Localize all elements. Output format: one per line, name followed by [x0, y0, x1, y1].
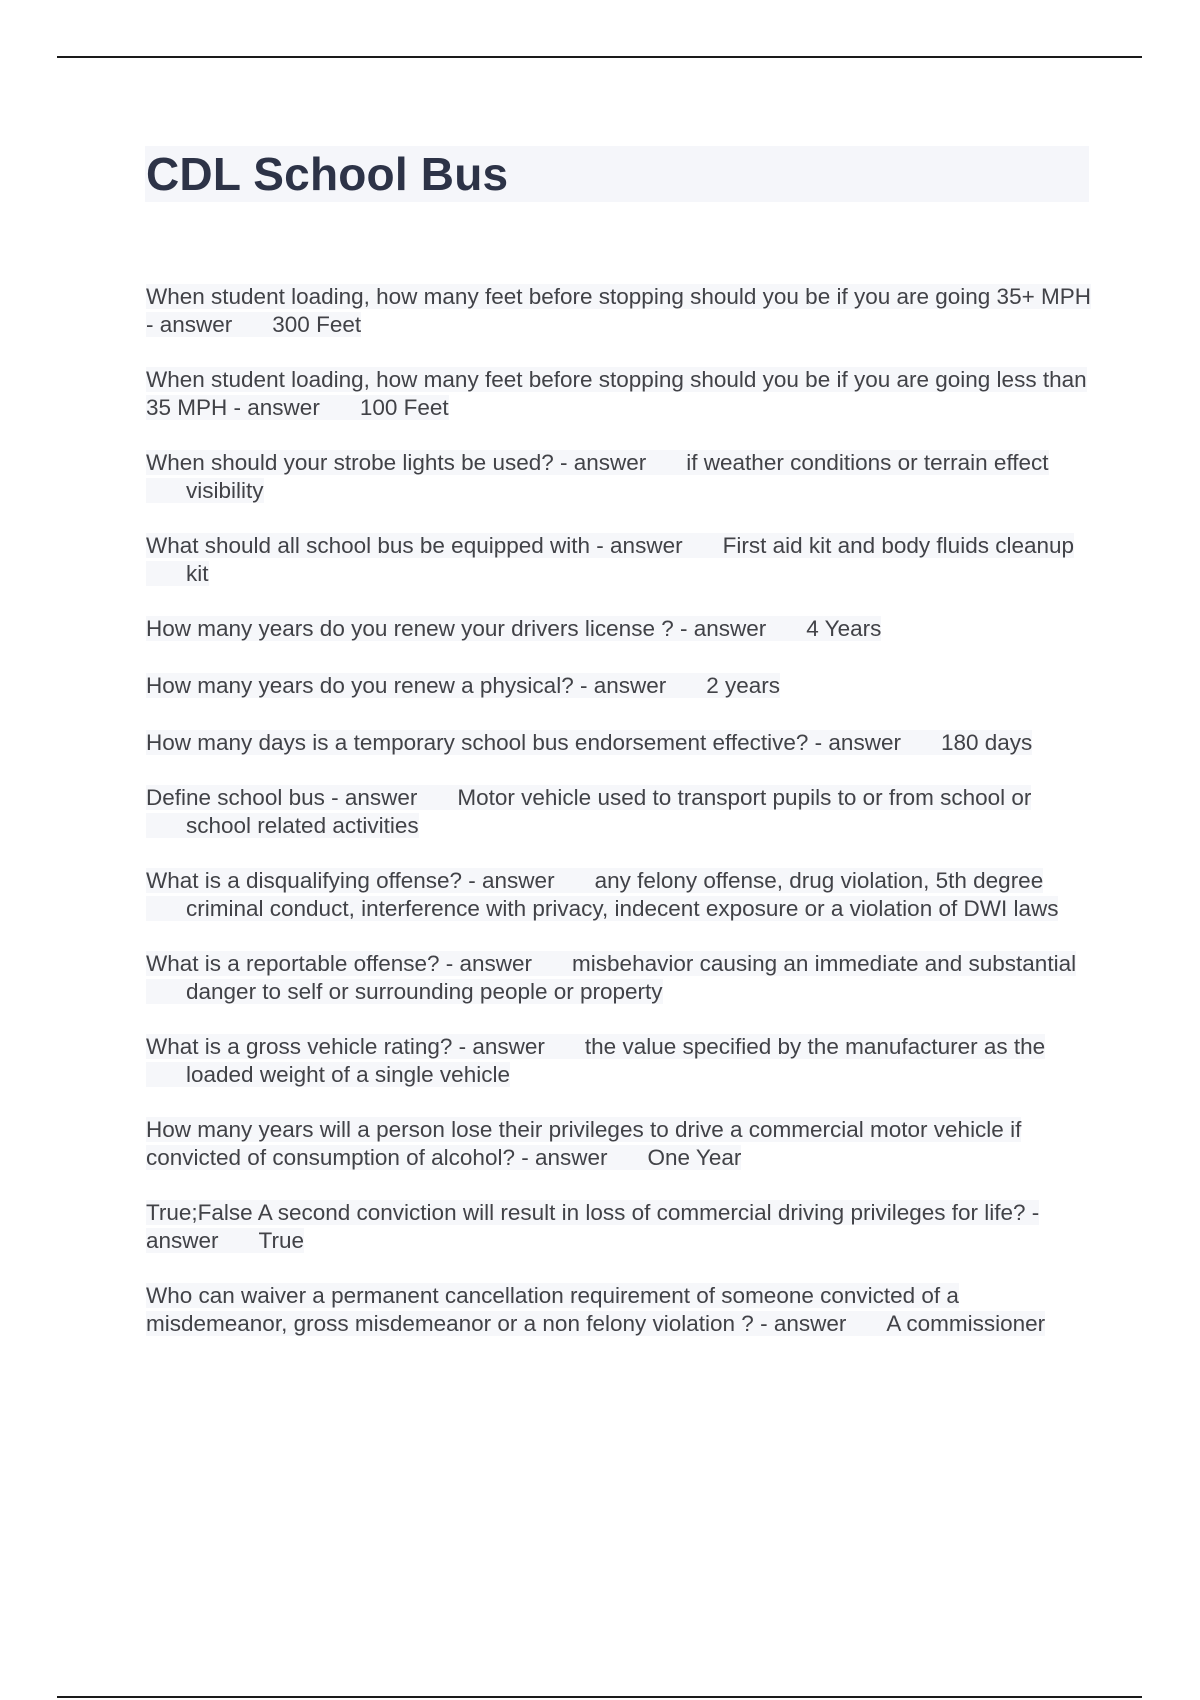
qa-item — [146, 1282, 1096, 1338]
question-text: When student loading, how many feet before stopping should you be if you are going less than 35 MPH — [146, 367, 1087, 420]
answer-separator: - answer — [324, 785, 418, 810]
answer-text: 2 years — [666, 673, 780, 698]
answer-separator: - answer — [753, 1311, 847, 1336]
qa-item — [146, 1033, 1096, 1089]
question-text: What is a disqualifying offense? — [146, 868, 463, 893]
answer-separator: - answer — [452, 1034, 545, 1059]
question-text: When student loading, how many feet before stopping should you be if you are going 35+ MPH — [146, 284, 1091, 309]
qa-item — [146, 867, 1096, 923]
answer-separator: - answer — [146, 312, 233, 337]
question-text: How many years will a person lose their privileges to drive a commercial motor vehicle if convicted of consumption of alcohol? — [146, 1117, 1022, 1170]
qa-item — [146, 1199, 1096, 1255]
question-text: True;False A second conviction will result in loss of commercial driving privileges for life? — [146, 1200, 1026, 1225]
question-text: What is a reportable offense? — [146, 951, 440, 976]
qa-item — [146, 449, 1096, 505]
question-text: What should all school bus be equipped with — [146, 533, 591, 558]
answer-text: 300 Feet — [232, 312, 361, 337]
qa-item — [146, 950, 1096, 1006]
answer-text: One Year — [608, 1145, 742, 1170]
answer-separator: - answer — [553, 450, 647, 475]
qa-item — [146, 532, 1096, 588]
answer-text: Motor vehicle used to transport pupils to or from school or school related activities — [146, 785, 1031, 838]
answer-text: First aid kit and body fluids cleanup kit — [146, 533, 1074, 586]
answer-text: 100 Feet — [320, 395, 449, 420]
question-text: What is a gross vehicle rating? — [146, 1034, 453, 1059]
qa-item — [146, 1116, 1096, 1172]
question-text: How many days is a temporary school bus endorsement effective? — [146, 730, 809, 755]
answer-text: if weather conditions or terrain effect visibility — [146, 450, 1049, 503]
answer-separator: - answer — [439, 951, 533, 976]
question-text: Define school bus — [146, 785, 325, 810]
qa-item — [146, 672, 1096, 700]
qa-item — [146, 784, 1096, 840]
qa-list — [146, 283, 1096, 1365]
question-text: How many years do you renew a physical? — [146, 673, 574, 698]
answer-separator: - answer — [146, 1200, 1040, 1253]
answer-separator: - answer — [673, 616, 767, 641]
top-rule — [57, 56, 1142, 58]
qa-item — [146, 615, 1096, 643]
answer-separator: - answer — [808, 730, 901, 755]
question-text: How many years do you renew your drivers license ? — [146, 616, 674, 641]
qa-item — [146, 366, 1096, 422]
answer-text: 4 Years — [766, 616, 881, 641]
qa-item — [146, 729, 1096, 757]
answer-separator: - answer — [590, 533, 683, 558]
question-text: Who can waiver a permanent cancellation requirement of someone convicted of a misdemeanor, gross misdemeanor or a non felony violation ? — [146, 1283, 959, 1336]
answer-separator: - answer — [514, 1145, 608, 1170]
question-text: When should your strobe lights be used? — [146, 450, 554, 475]
answer-separator: - answer — [573, 673, 667, 698]
answer-separator: - answer — [462, 868, 555, 893]
answer-text: any felony offense, drug violation, 5th degree criminal conduct, interference with privacy, indecent exposure or a violation of DWI laws — [146, 868, 1058, 921]
answer-text: 180 days — [901, 730, 1032, 755]
page-title: CDL School Bus — [146, 148, 509, 200]
answer-text: misbehavior causing an immediate and substantial danger to self or surrounding people or property — [146, 951, 1076, 1004]
answer-separator: - answer — [227, 395, 320, 420]
answer-text: True — [219, 1228, 304, 1253]
answer-text: the value specified by the manufacturer as the loaded weight of a single vehicle — [146, 1034, 1045, 1087]
qa-item — [146, 283, 1096, 339]
bottom-rule — [57, 1696, 1142, 1698]
answer-text: A commissioner — [846, 1311, 1045, 1336]
